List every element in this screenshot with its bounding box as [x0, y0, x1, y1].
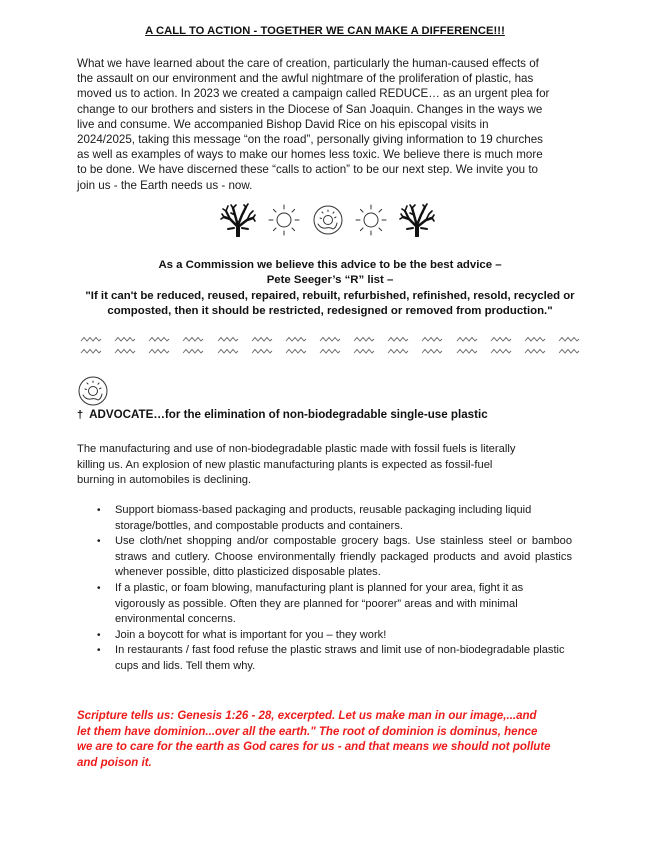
tree-icon — [220, 203, 256, 237]
wave-pair — [421, 336, 443, 354]
intro-line: the assault on our environment and the awful nightmare of the proliferation of plastic, has — [77, 72, 534, 86]
scripture-line: let them have dominion...over all the earth." The root of dominion is dominus, hence — [77, 725, 538, 738]
wave-pair — [217, 336, 239, 354]
wave-icon — [285, 348, 307, 354]
advice-line: Pete Seeger’s “R” list – — [266, 274, 394, 287]
wave-icon — [217, 336, 239, 342]
wave-icon — [182, 348, 204, 354]
page-title: A CALL TO ACTION - TOGETHER WE CAN MAKE A DIFFERENCE!!! — [145, 25, 505, 37]
advice-block — [70, 258, 590, 320]
section-line: burning in automobiles is declining. — [77, 474, 252, 487]
intro-line: change to our brothers and sisters in the Diocese of San Joaquin. Changes in the ways we — [77, 102, 543, 116]
donut-icon — [312, 204, 344, 236]
list-item — [97, 534, 572, 581]
wave-divider — [80, 336, 580, 356]
wave-icon — [319, 336, 341, 342]
wave-pair — [182, 336, 204, 354]
wave-icon — [558, 336, 580, 342]
wave-icon — [80, 336, 102, 342]
wave-pair — [285, 336, 307, 354]
wave-icon — [524, 336, 546, 342]
section-heading-text: ADVOCATE…for the elimination of non-biodegradable single-use plastic — [89, 408, 488, 421]
list-item — [97, 503, 572, 534]
intro-line: to be done. We have discerned these “calls to action” to be our next step. We invite you to — [77, 163, 539, 177]
wave-icon — [353, 336, 375, 342]
wave-icon — [490, 336, 512, 342]
seeger-quote-line: "If it can't be reduced, reused, repaired, rebuilt, refurbished, refinished, resold, recycled or — [85, 289, 575, 302]
section-paragraph — [77, 442, 577, 489]
wave-pair — [353, 336, 375, 354]
wave-icon — [558, 348, 580, 354]
scripture-line: and poison it. — [77, 757, 152, 770]
wave-icon — [421, 348, 443, 354]
wave-icon — [114, 336, 136, 342]
wave-pair — [148, 336, 170, 354]
wave-icon — [387, 336, 409, 342]
wave-icon — [456, 336, 478, 342]
wave-icon — [387, 348, 409, 354]
wave-icon — [421, 336, 443, 342]
scripture-quote — [77, 709, 582, 772]
intro-line: live and consume. We accompanied Bishop David Rice on his episcopal visits in — [77, 117, 489, 131]
list-item — [97, 581, 572, 628]
wave-icon — [456, 348, 478, 354]
wave-pair — [558, 336, 580, 354]
wave-pair — [319, 336, 341, 354]
list-item-text: Join a boycott for what is important for you – they work! — [115, 628, 387, 641]
sun-icon — [354, 203, 388, 237]
wave-icon — [251, 348, 273, 354]
dagger-icon: † — [77, 409, 84, 421]
list-item — [97, 628, 572, 644]
wave-icon — [490, 348, 512, 354]
scripture-line: Scripture tells us: Genesis 1:26 - 28, excerpted. Let us make man in our image,...and — [77, 710, 537, 722]
wave-icon — [114, 348, 136, 354]
wave-pair — [387, 336, 409, 354]
wave-icon — [148, 336, 170, 342]
wave-icon — [148, 348, 170, 354]
wave-pair — [490, 336, 512, 354]
intro-line: join us - the Earth needs us - now. — [77, 178, 253, 192]
wave-pair — [456, 336, 478, 354]
scripture-line: we are to care for the earth as God cares for us - and that means we should not pollute — [77, 741, 551, 754]
wave-icon — [319, 348, 341, 354]
list-item-text: Support biomass-based packaging and products, reusable packaging including liquid storage/bottles, and compostable products and containers. — [115, 504, 532, 532]
intro-line: as well as examples of ways to make our homes less toxic. We believe there is much more — [77, 148, 543, 162]
seeger-quote-line: composted, then it should be restricted, redesigned or removed from production." — [107, 305, 553, 318]
list-item — [97, 643, 572, 674]
sun-icon — [267, 203, 301, 237]
tree-icon — [399, 203, 435, 237]
wave-icon — [80, 348, 102, 354]
intro-paragraph — [77, 56, 587, 193]
list-item-text: If a plastic, or foam blowing, manufacturing plant is planned for your area, fight it as vigorously as possible. Often they are planned for “poorer” areas and with minimal environmental concerns. — [115, 581, 524, 626]
bullet-icon: • — [97, 505, 101, 516]
wave-icon — [182, 336, 204, 342]
wave-pair — [114, 336, 136, 354]
intro-line: moved us to action. In 2023 we created a campaign called REDUCE… as an urgent plea for — [77, 87, 550, 101]
intro-line: What we have learned about the care of creation, particularly the human-caused effects of — [77, 57, 539, 70]
action-bullet-list — [97, 503, 572, 675]
bullet-icon: • — [97, 582, 101, 594]
section-line: killing us. An explosion of new plastic manufacturing plants is expected as fossil-fuel — [77, 458, 493, 471]
bullet-icon: • — [97, 536, 101, 548]
section-heading — [77, 408, 597, 421]
wave-icon — [285, 336, 307, 342]
intro-line: 2024/2025, taking this message “on the road”, personally giving information to 19 churches — [77, 133, 543, 147]
section-line: The manufacturing and use of non-biodegradable plastic made with fossil fuels is literally — [77, 443, 516, 455]
wave-icon — [353, 348, 375, 354]
advice-line: As a Commission we believe this advice to be the best advice – — [158, 259, 502, 271]
list-item-text: In restaurants / fast food refuse the plastic straws and limit use of non-biodegradable plastic cups and lids. Tell them why. — [115, 644, 565, 672]
wave-pair — [251, 336, 273, 354]
wave-pair — [80, 336, 102, 354]
donut-icon — [77, 375, 109, 407]
list-item-text: Use cloth/net shopping and/or compostable grocery bags. Use stainless steel or bamboo straws and cutlery. Choose environmentally friendly packaged products and avoid plastics whenever possible, ditto plasticized disposable plates. — [115, 535, 572, 579]
decorative-icon-row — [220, 201, 435, 239]
wave-icon — [217, 348, 239, 354]
bullet-icon: • — [97, 645, 101, 657]
wave-icon — [524, 348, 546, 354]
wave-pair — [524, 336, 546, 354]
wave-icon — [251, 336, 273, 342]
bullet-icon: • — [97, 629, 101, 641]
